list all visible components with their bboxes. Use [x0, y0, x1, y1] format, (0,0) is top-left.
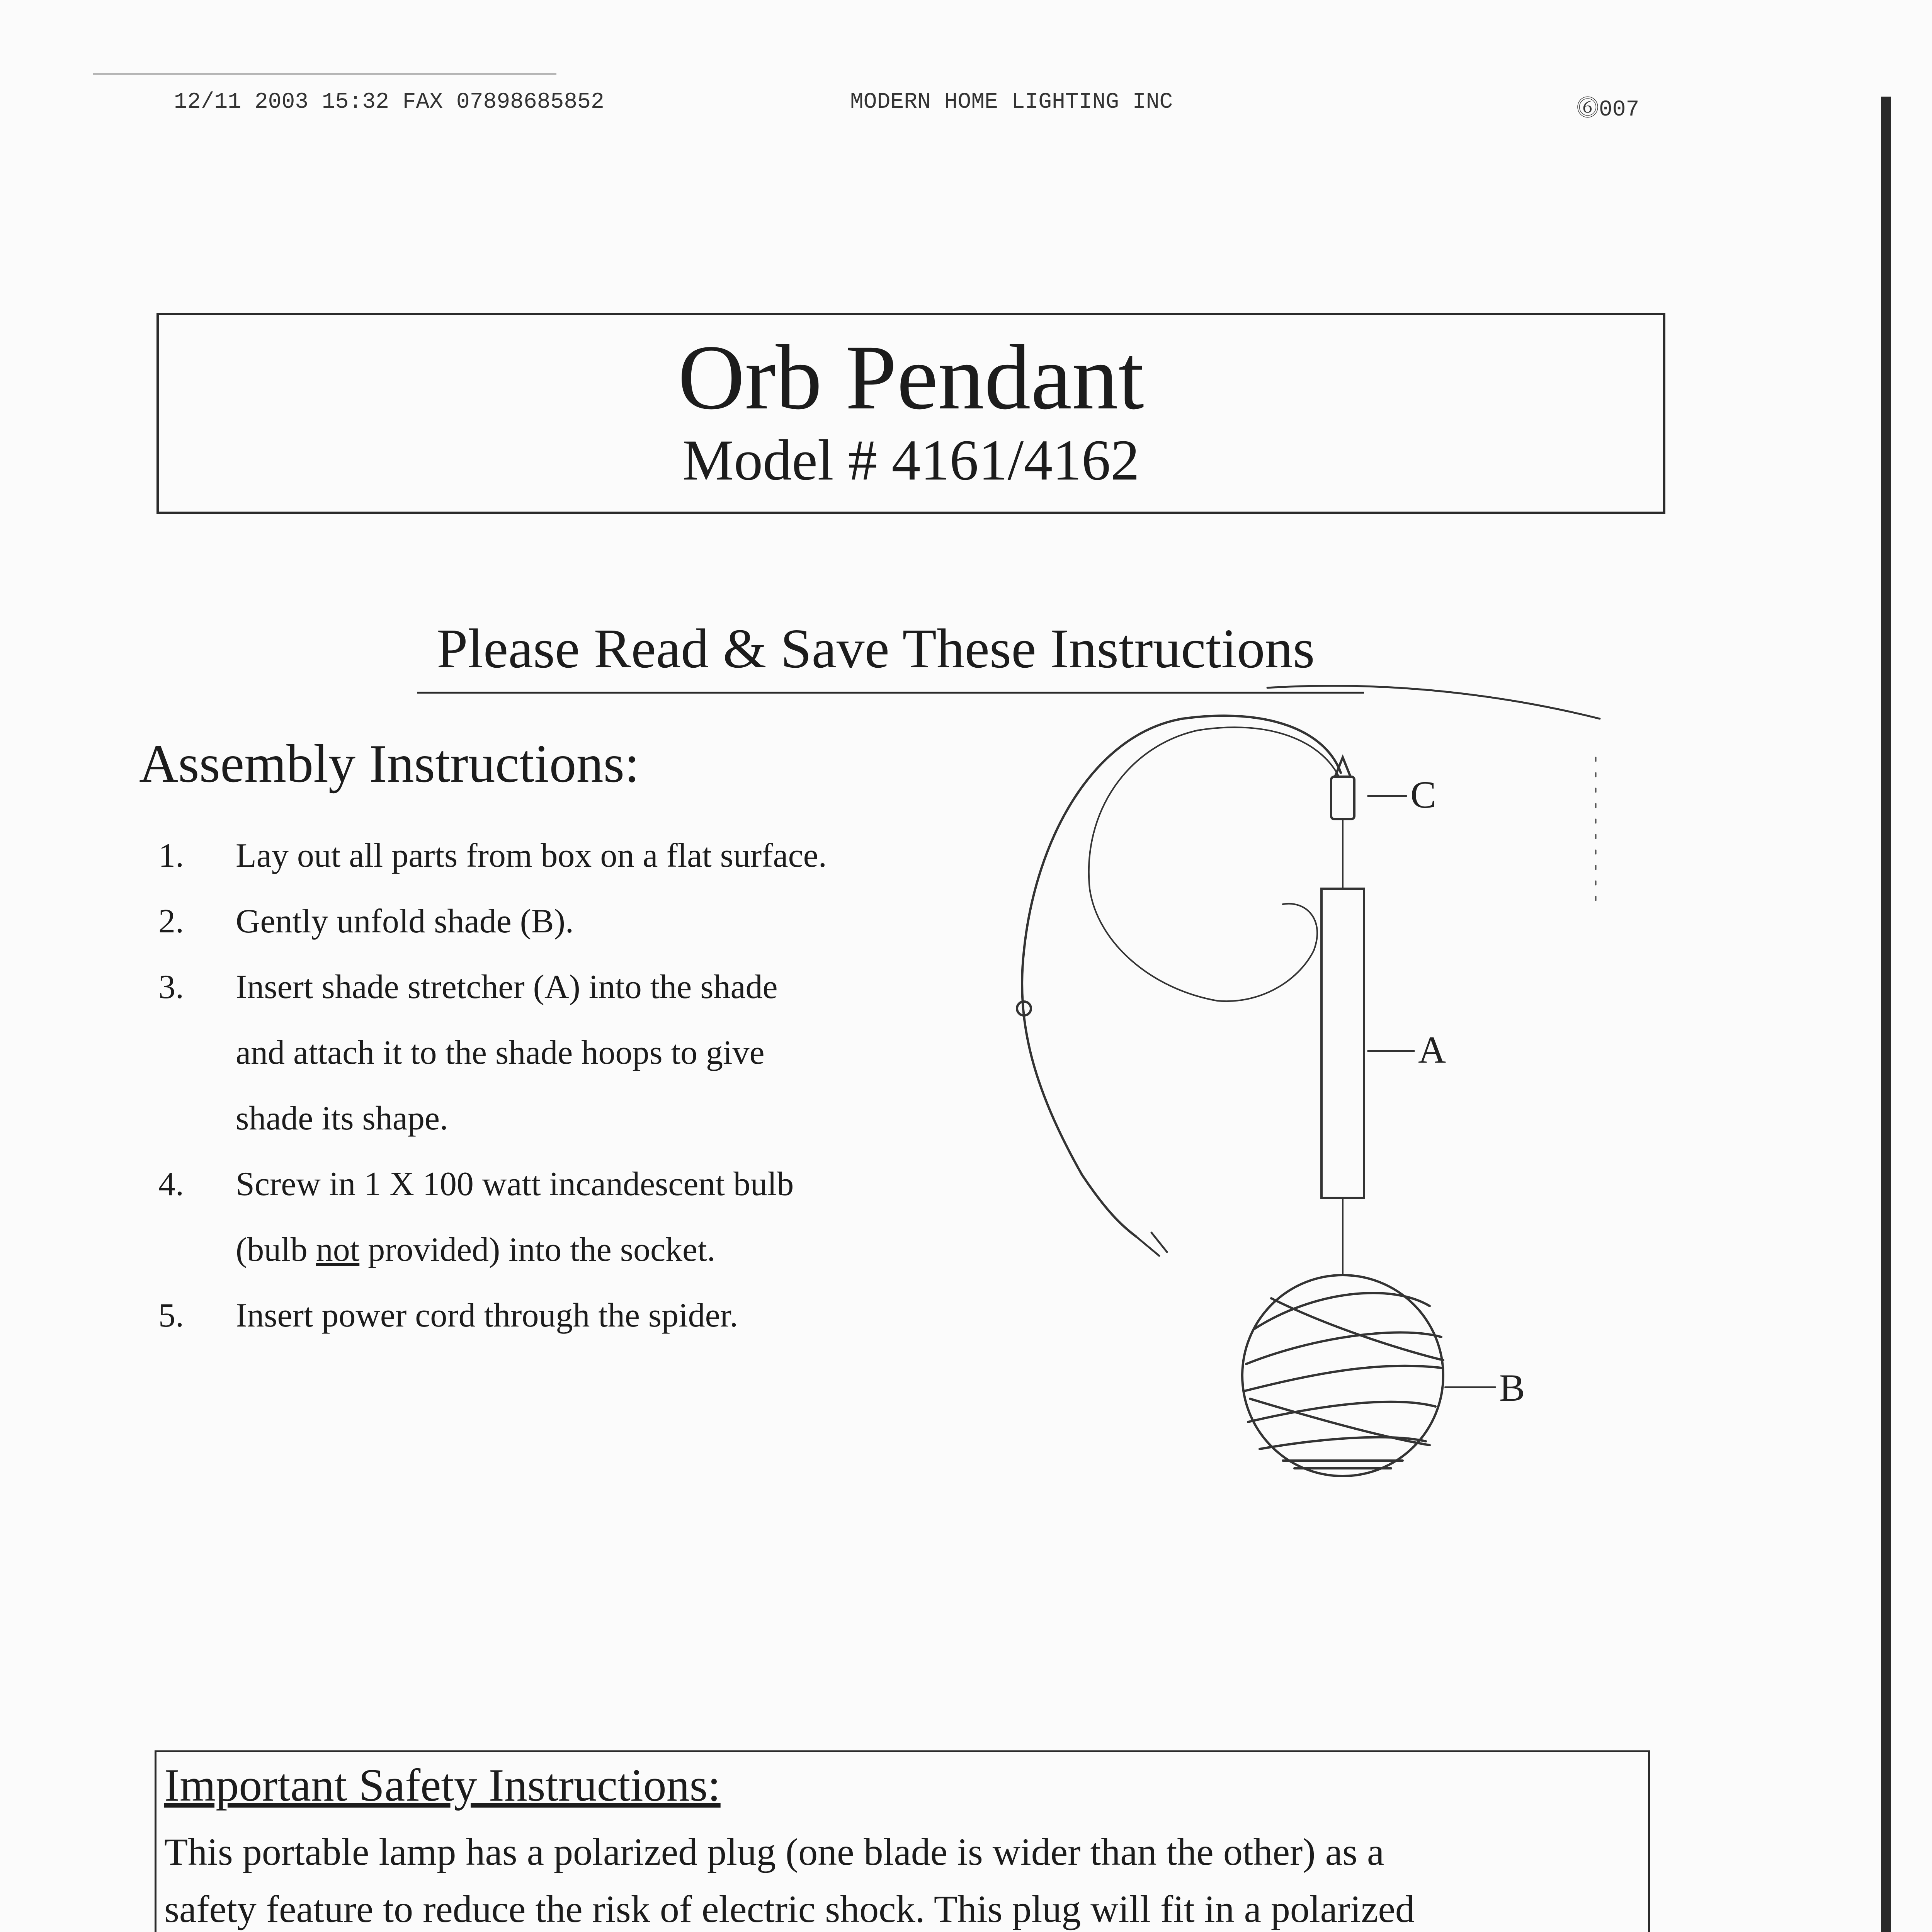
- step-text: Screw in 1 X 100 watt incandescent bulb: [236, 1165, 794, 1203]
- title-box: [156, 313, 1665, 514]
- fax-header-left: 12/11 2003 15:32 FAX 07898685852: [174, 90, 604, 115]
- orb-band: [1246, 1332, 1441, 1364]
- step-5: [158, 1283, 827, 1349]
- step-text-post: provided) into the socket.: [359, 1231, 716, 1269]
- label-b: B: [1499, 1366, 1525, 1409]
- step-text-pre: (bulb: [236, 1231, 316, 1269]
- step-3: [158, 954, 827, 1151]
- step-text: Insert power cord through the spider.: [236, 1297, 738, 1334]
- step-text: and attach it to the shade hoops to give: [236, 1034, 765, 1071]
- step-number: 4.: [158, 1165, 184, 1203]
- please-read-heading: Please Read & Save These Instructions: [437, 618, 1315, 680]
- step-4: [158, 1151, 827, 1283]
- step-text: Lay out all parts from box on a flat surface.: [236, 837, 827, 874]
- step-text: shade its shape.: [236, 1100, 448, 1137]
- model-number: Model # 4161/4162: [682, 428, 1140, 492]
- orb-band: [1254, 1293, 1430, 1329]
- assembly-heading: Assembly Instructions:: [139, 734, 639, 794]
- safety-heading: Important Safety Instructions:: [164, 1759, 721, 1811]
- diagram-sweep-line: [1267, 686, 1600, 719]
- header-rule: [93, 73, 556, 75]
- socket-c: [1331, 777, 1354, 819]
- step-text-emphasis: not: [316, 1231, 360, 1269]
- step-number: 1.: [158, 837, 184, 874]
- safety-box: [155, 1750, 1650, 1932]
- step-1: [158, 823, 827, 889]
- assembly-diagram: [966, 672, 1662, 1638]
- step-text: Gently unfold shade (B).: [236, 903, 574, 940]
- power-cord-inner: [1089, 727, 1339, 1001]
- safety-line: safety feature to reduce the risk of electric shock. This plug will fit in a polarized: [164, 1888, 1415, 1930]
- stretcher-a: [1321, 889, 1364, 1198]
- orb-band: [1244, 1366, 1441, 1391]
- plug-prong: [1136, 1233, 1167, 1256]
- product-title: Orb Pendant: [678, 326, 1144, 429]
- label-a: A: [1418, 1028, 1446, 1071]
- step-number: 3.: [158, 968, 184, 1006]
- fax-header-center: MODERN HOME LIGHTING INC: [850, 90, 1173, 115]
- step-number: 5.: [158, 1297, 184, 1334]
- fax-header-page: ⓺007: [1577, 97, 1639, 122]
- step-2: [158, 889, 827, 954]
- assembly-steps: [158, 823, 827, 1349]
- step-text: Insert shade stretcher (A) into the shade: [236, 968, 778, 1006]
- orb-band: [1248, 1402, 1435, 1422]
- label-c: C: [1410, 773, 1436, 816]
- scan-edge-line: [1881, 97, 1891, 1932]
- safety-line: This portable lamp has a polarized plug (one blade is wider than the other) as a: [164, 1830, 1384, 1873]
- safety-body: [164, 1823, 1633, 1932]
- step-text-line2: [228, 1217, 827, 1283]
- step-number: 2.: [158, 903, 184, 940]
